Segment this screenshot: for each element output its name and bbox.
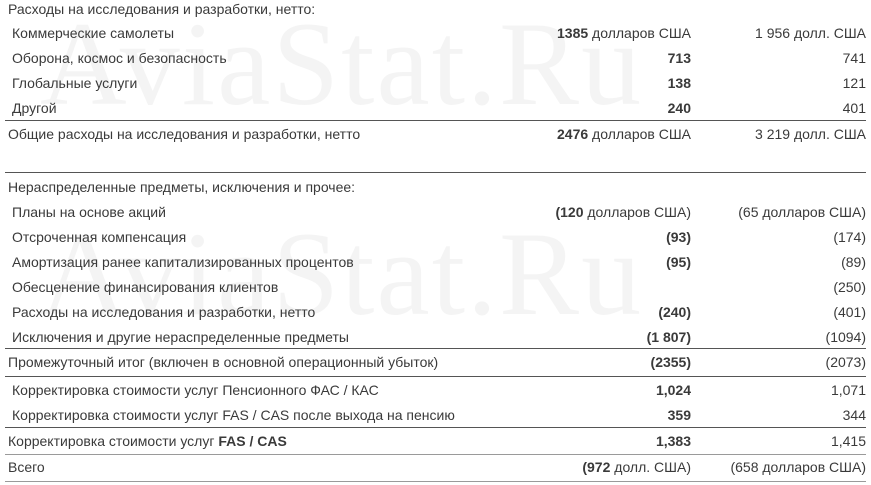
row-value-prior: (2073) <box>825 354 866 370</box>
row-label: Обесценение финансирования клиентов <box>12 279 279 295</box>
row-label: Общие расходы на исследования и разработки, нетто <box>8 126 361 142</box>
divider <box>5 172 866 173</box>
row-label: Исключения и другие нераспределенные предметы <box>12 329 349 345</box>
table-row <box>0 300 871 324</box>
table-row <box>0 96 871 120</box>
row-value-prior: (401) <box>833 304 866 320</box>
divider <box>5 481 866 482</box>
row-value-prior: 3 219 долл. США <box>755 126 866 142</box>
row-label: Глобальные услуги <box>12 75 138 91</box>
row-label: Промежуточный итог (включен в основной операционный убыток) <box>8 354 439 370</box>
table-row <box>0 71 871 95</box>
row-value-current: (95) <box>666 254 691 270</box>
row-value-current: 713 <box>667 50 691 66</box>
row-value-prior: 344 <box>842 407 866 423</box>
table-row <box>0 325 871 349</box>
row-value-prior: (174) <box>833 229 866 245</box>
divider <box>5 427 866 428</box>
table-row <box>0 275 871 299</box>
row-value-current: (240) <box>658 304 691 320</box>
section3-total-row <box>0 429 871 453</box>
section1-heading-row <box>0 0 871 21</box>
row-value-prior: 1 956 долл. США <box>755 25 866 41</box>
table-row <box>0 250 871 274</box>
row-value-prior: (89) <box>841 254 866 270</box>
row-value-prior: (1094) <box>825 329 866 345</box>
row-label: Расходы на исследования и разработки, нетто <box>12 304 316 320</box>
row-value-current: 1,383 <box>655 433 691 449</box>
row-value-current: 359 <box>667 407 691 423</box>
row-value-current: (2355) <box>650 354 691 370</box>
row-label: Другой <box>12 100 57 116</box>
table-row <box>0 225 871 249</box>
row-value-prior: 1,415 <box>830 433 866 449</box>
row-value-prior: 1,071 <box>830 382 866 398</box>
section2-heading-row <box>0 175 871 199</box>
table-row <box>0 21 871 45</box>
row-value-prior: (658 долларов США) <box>730 459 866 475</box>
row-value-current: 1,024 <box>655 382 691 398</box>
row-value-prior: 401 <box>842 100 866 116</box>
row-label: Коммерческие самолеты <box>12 25 175 41</box>
divider <box>5 348 866 349</box>
section2-heading: Нераспределенные предметы, исключения и прочее: <box>8 179 356 195</box>
row-label: Амортизация ранее капитализированных процентов <box>12 254 354 270</box>
subtotal-row <box>0 350 871 374</box>
row-value-current: (1 807) <box>646 329 691 345</box>
row-label: Всего <box>8 459 45 475</box>
row-value-prior: (65 долларов США) <box>738 204 866 220</box>
row-value-prior: 741 <box>842 50 866 66</box>
row-label: Корректировка стоимости услуг Пенсионного ФАС / КАС <box>12 382 379 398</box>
row-value-prior: (250) <box>833 279 866 295</box>
table-row <box>0 378 871 402</box>
row-value-current: 1385 долларов США <box>557 25 691 41</box>
row-value-current: (120 долларов США) <box>555 204 691 220</box>
section1-total-row <box>0 122 871 146</box>
row-label: Отсроченная компенсация <box>12 229 187 245</box>
row-value-current: (93) <box>666 229 691 245</box>
row-value-current: (972 долл. США) <box>582 459 691 475</box>
row-label: Планы на основе акций <box>12 204 166 220</box>
row-value-current: 240 <box>667 100 691 116</box>
table-row <box>0 200 871 224</box>
table-row <box>0 403 871 427</box>
divider <box>5 120 866 121</box>
row-value-current: 138 <box>667 75 691 91</box>
section1-heading: Расходы на исследования и разработки, нетто: <box>8 1 316 17</box>
row-value-prior: 121 <box>842 75 866 91</box>
row-label: Корректировка стоимости услуг FAS / CAS после выхода на пенсию <box>12 407 455 423</box>
grand-total-row <box>0 455 871 479</box>
row-label: Оборона, космос и безопасность <box>12 50 227 66</box>
row-label: Корректировка стоимости услуг FAS / CAS <box>8 433 287 449</box>
table-row <box>0 46 871 70</box>
row-value-current: 2476 долларов США <box>557 126 691 142</box>
divider <box>5 376 866 377</box>
